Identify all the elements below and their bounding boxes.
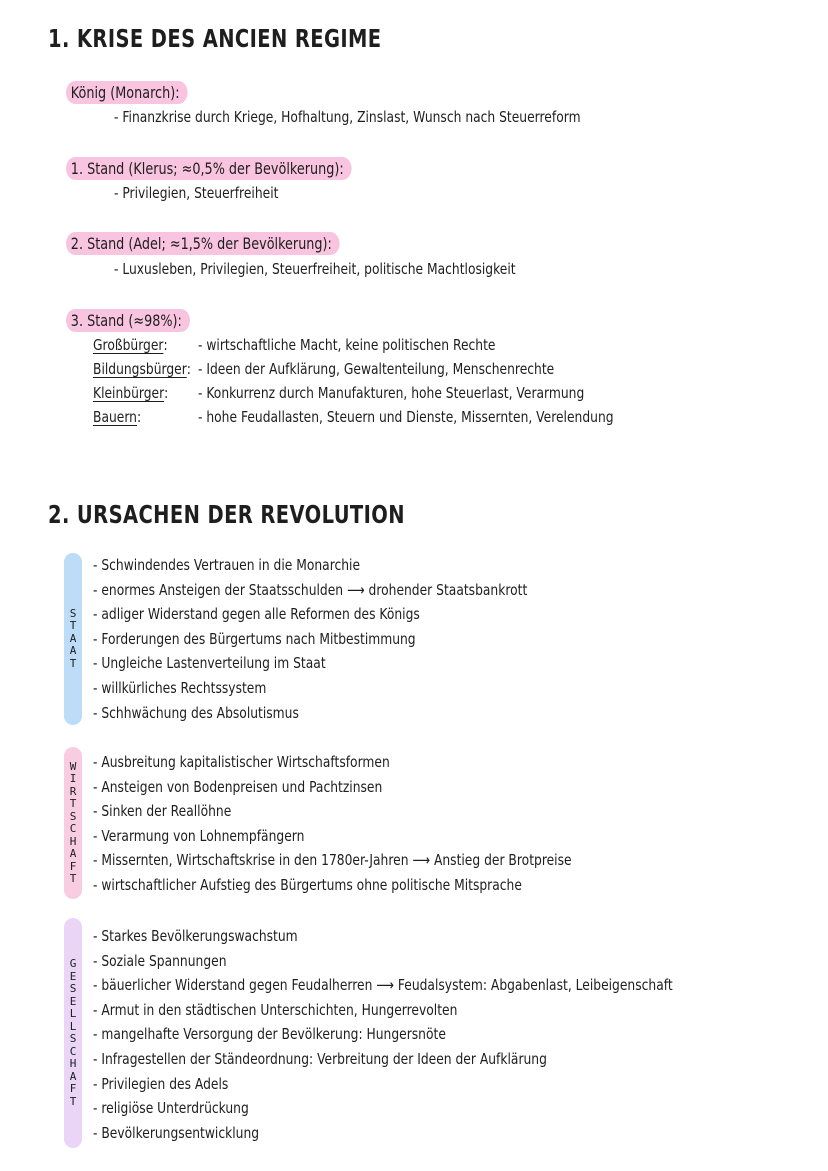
gesellschaft-item: - mangelhafte Versorgung der Bevölkerung: Hungersnöte bbox=[93, 1025, 446, 1044]
staat-letter: A bbox=[69, 644, 77, 658]
wirtschaft-letter: A bbox=[69, 847, 77, 860]
gesellschaft-letter: C bbox=[69, 1044, 77, 1058]
group-desc-bauern: - hohe Feudallasten, Steuern und Dienste, Missernten, Verelendung bbox=[198, 408, 614, 426]
staat-item: - Forderungen des Bürgertums nach Mitbestimmung bbox=[93, 629, 416, 648]
group-label-grossbuerger: Großbürger: bbox=[93, 336, 168, 354]
gesellschaft-item: - Soziale Spannungen bbox=[93, 951, 227, 970]
gesellschaft-letter: A bbox=[69, 1069, 77, 1083]
wirtschaft-letter: R bbox=[69, 784, 77, 798]
gesellschaft-list bbox=[93, 924, 800, 1145]
staat-item: - enormes Ansteigen der Staatsschulden ⟶ drohender Staatsbankrott bbox=[93, 580, 528, 599]
koenig-detail: - Finanzkrise durch Kriege, Hofhaltung, Zinslast, Wunsch nach Steuerreform bbox=[114, 108, 581, 126]
staat-list bbox=[93, 553, 623, 725]
staat-item: - Schhwächung des Absolutismus bbox=[93, 703, 299, 722]
group-label-colon: : bbox=[163, 336, 168, 354]
stand2-heading: 2. Stand (Adel; ≈1,5% der Bevölkerung): bbox=[66, 232, 340, 255]
wirtschaft-item: - Ansteigen von Bodenpreisen und Pachtzinsen bbox=[93, 777, 383, 796]
stand2-detail: - Luxusleben, Privilegien, Steuerfreiheit, politische Machtlosigkeit bbox=[114, 260, 516, 278]
staat-item: - Ungleiche Lastenverteilung im Staat bbox=[93, 654, 326, 673]
gesellschaft-side-label bbox=[64, 918, 82, 1148]
group-label-bauern: Bauern: bbox=[93, 408, 142, 426]
gesellschaft-letter: F bbox=[69, 1082, 77, 1095]
wirtschaft-item: - Missernten, Wirtschaftskrise in den 1780er-Jahren ⟶ Anstieg der Brotpreise bbox=[93, 851, 572, 870]
wirtschaft-letter: T bbox=[69, 872, 77, 885]
section2-title: 2. URSACHEN DER REVOLUTION bbox=[48, 500, 405, 529]
staat-item: - willkürliches Rechtssystem bbox=[93, 678, 267, 697]
gesellschaft-letter: T bbox=[69, 1094, 77, 1108]
group-label-colon: : bbox=[186, 360, 191, 378]
staat-letter: A bbox=[69, 631, 77, 645]
gesellschaft-letter: E bbox=[69, 969, 77, 983]
stand1-heading: 1. Stand (Klerus; ≈0,5% der Bevölkerung): bbox=[66, 157, 352, 180]
gesellschaft-letter: E bbox=[69, 994, 77, 1008]
staat-letter: S bbox=[69, 606, 77, 620]
stand3-heading: 3. Stand (≈98%): bbox=[66, 309, 190, 332]
group-desc-grossbuerger: - wirtschaftliche Macht, keine politischen Rechte bbox=[198, 336, 496, 354]
wirtschaft-letter: T bbox=[69, 797, 77, 810]
gesellschaft-letter: S bbox=[69, 1032, 77, 1045]
wirtschaft-item: - Sinken der Reallöhne bbox=[93, 802, 232, 821]
wirtschaft-item: - Verarmung von Lohnempfängern bbox=[93, 826, 305, 845]
gesellschaft-letter: L bbox=[69, 1019, 77, 1033]
gesellschaft-letter: G bbox=[69, 957, 77, 970]
gesellschaft-letter: L bbox=[69, 1007, 77, 1020]
wirtschaft-letter: S bbox=[69, 809, 77, 823]
gesellschaft-item: - Armut in den städtischen Unterschichten, Hungerrevolten bbox=[93, 1000, 458, 1019]
staat-letter: T bbox=[69, 619, 77, 633]
group-label-colon: : bbox=[164, 384, 169, 402]
wirtschaft-letter: F bbox=[69, 859, 77, 873]
koenig-heading: König (Monarch): bbox=[66, 81, 188, 104]
wirtschaft-letter: H bbox=[69, 834, 77, 848]
section1-title: 1. KRISE DES ANCIEN REGIME bbox=[48, 24, 382, 53]
gesellschaft-letter: S bbox=[69, 982, 77, 995]
wirtschaft-side-label bbox=[64, 747, 82, 899]
gesellschaft-letter: H bbox=[69, 1057, 77, 1070]
group-desc-bildungsbuerger: - Ideen der Aufklärung, Gewaltenteilung, Menschenrechte bbox=[198, 360, 555, 378]
gesellschaft-item: - Starkes Bevölkerungswachstum bbox=[93, 927, 298, 945]
group-label-colon: : bbox=[136, 408, 142, 426]
wirtschaft-letter: W bbox=[69, 759, 77, 773]
staat-side-label bbox=[64, 553, 82, 725]
gesellschaft-item: - Infragestellen der Ständeordnung: Verbreitung der Ideen der Aufklärung bbox=[93, 1049, 547, 1068]
wirtschaft-list bbox=[93, 750, 677, 898]
gesellschaft-item: - religiöse Unterdrückung bbox=[93, 1099, 249, 1118]
group-label-kleinbuerger: Kleinbürger: bbox=[93, 384, 169, 402]
wirtschaft-item: - wirtschaftlicher Aufstieg des Bürgertums ohne politische Mitsprache bbox=[93, 875, 522, 894]
staat-item: - Schwindendes Vertrauen in die Monarchie bbox=[93, 556, 361, 574]
group-desc-kleinbuerger: - Konkurrenz durch Manufakturen, hohe Steuerlast, Verarmung bbox=[198, 384, 585, 402]
gesellschaft-item: - Privilegien des Adels bbox=[93, 1074, 229, 1093]
gesellschaft-item: - bäuerlicher Widerstand gegen Feudalherren ⟶ Feudalsystem: Abgabenlast, Leibeigenschaft bbox=[93, 976, 673, 995]
wirtschaft-letter: C bbox=[69, 822, 77, 835]
group-label-bildungsbuerger: Bildungsbürger: bbox=[93, 360, 191, 378]
staat-item: - adliger Widerstand gegen alle Reformen des Königs bbox=[93, 605, 420, 624]
wirtschaft-letter: I bbox=[69, 772, 77, 785]
gesellschaft-item: - Bevölkerungsentwicklung bbox=[93, 1123, 260, 1142]
stand1-detail: - Privilegien, Steuerfreiheit bbox=[114, 184, 279, 202]
wirtschaft-item: - Ausbreitung kapitalistischer Wirtschaftsformen bbox=[93, 753, 390, 771]
staat-letter: T bbox=[69, 656, 77, 670]
